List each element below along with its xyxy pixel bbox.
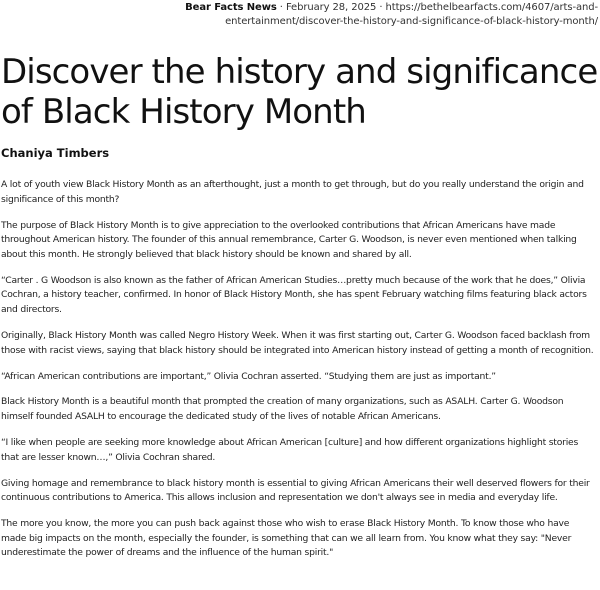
source-name: Bear Facts News bbox=[185, 2, 277, 13]
article-body bbox=[1, 178, 597, 572]
paragraph: The more you know, the more you can push back against those who wish to erase Black History Month. To know those who have made big impacts on the month, especially the founder, is something that can we all learn from. You know what they say: "Never underestimate the power of dreams and the influence of the human spirit." bbox=[1, 518, 572, 559]
paragraph: Originally, Black History Month was called Negro History Week. When it was first starting out, Carter G. Woodson faced backlash from those with racist views, saying that black history should be integrated into American history instead of getting a month of recognition. bbox=[1, 329, 594, 356]
author-name: Chaniya Timbers bbox=[1, 146, 110, 160]
paragraph: A lot of youth view Black History Month as an afterthought, just a month to get through, but do you really understand the origin and significance of this month? bbox=[1, 179, 584, 205]
paragraph: The purpose of Black History Month is to give appreciation to the overlooked contributions that African Americans have made throughout American history. The founder of this annual remembrance, Carter G. Woodson, is never even mentioned when talking about this month. He strongly believed that black history should be known and shared by all. bbox=[1, 219, 577, 260]
paragraph: “Carter . G Woodson is also known as the father of African American Studies…pretty much because of the work that he does,” Olivia Cochran, a history teacher, confirmed. In honor of Black History Month, she has spent February watching films featuring black actors and directors. bbox=[1, 274, 587, 315]
article-meta bbox=[98, 1, 598, 28]
publish-date: February 28, 2025 bbox=[285, 2, 377, 13]
article-title: Discover the history and significance of Black History Month bbox=[1, 52, 598, 132]
paragraph: Giving homage and remembrance to black history month is essential to giving African Americans their well deserved flowers for their continuous contributions to America. This allows inclusion and representation we don't always see in media and everyday life. bbox=[1, 477, 590, 504]
meta-separator: · bbox=[376, 2, 386, 13]
meta-separator: · bbox=[276, 2, 286, 13]
article-url[interactable]: https://bethelbearfacts.com/4607/arts-and-entertainment/discover-the-history-and-significance-of-black-history-month/ bbox=[225, 2, 598, 27]
paragraph: Black History Month is a beautiful month that prompted the creation of many organizations, such as ASALH. Carter G. Woodson himself founded ASALH to encourage the dedicated study of the lives of notable African Americans. bbox=[1, 396, 564, 423]
paragraph: “I like when people are seeking more knowledge about African American [culture] and how different organizations highlight stories that are lesser known…,” Olivia Cochran shared. bbox=[1, 437, 579, 463]
paragraph: “African American contributions are important,” Olivia Cochran asserted. “Studying them are just as important.” bbox=[1, 370, 496, 382]
